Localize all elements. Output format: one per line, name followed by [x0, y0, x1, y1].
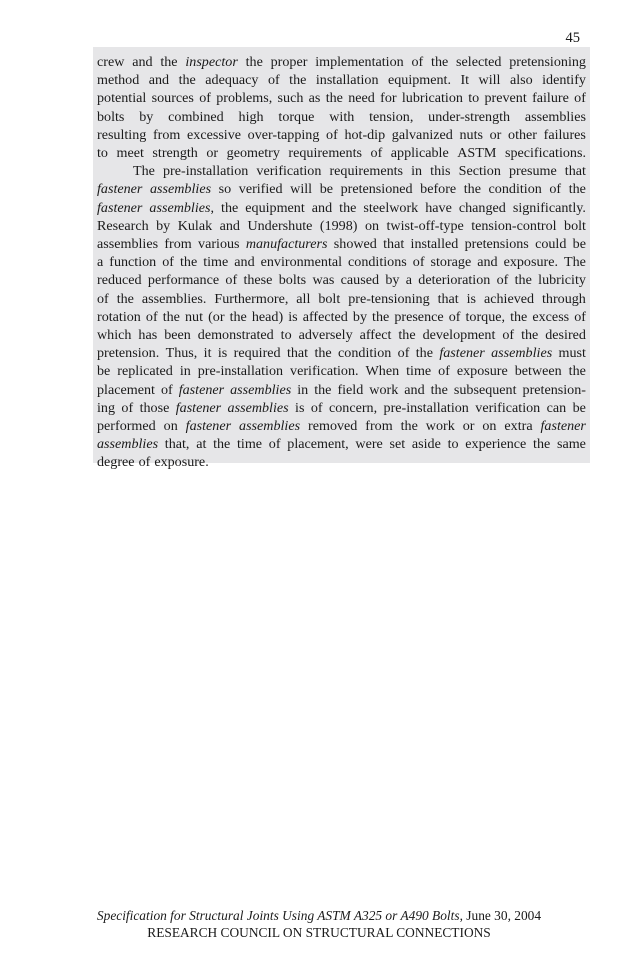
commentary-line: performed on fastener assemblies removed from the work or on extra fastener [97, 418, 586, 435]
commentary-line: The pre-installation verification requirements in this Section presume that [133, 163, 586, 180]
defined-term: fastener [97, 199, 143, 216]
commentary-line: be replicated in pre-installation verification. When time of exposure between the [97, 363, 586, 380]
defined-term: fastener [540, 418, 586, 435]
commentary-line: ing of those fastener assemblies is of concern, pre-installation verification can be [97, 399, 586, 416]
commentary-line: fastener assemblies, the equipment and the steelwork have changed significantly. [97, 199, 586, 216]
defined-term: assemblies [230, 381, 292, 398]
defined-term: inspector [185, 54, 238, 70]
commentary-line: which has been demonstrated to adversely affect the development of the desired [97, 327, 586, 344]
commentary-line: assemblies that, at the time of placement, were set aside to experience the same [97, 436, 586, 453]
footer-spec-date: , June 30, 2004 [459, 908, 542, 923]
commentary-line: resulting from excessive over-tapping of hot-dip galvanized nuts or other failures [97, 126, 586, 143]
defined-term: fastener [175, 399, 222, 416]
commentary-line: crew and the inspector the proper implementation of the selected pretensioning [97, 54, 586, 70]
footer-spec-line [0, 907, 638, 924]
commentary-line: potential sources of problems, such as the need for lubrication to prevent failure of [97, 90, 586, 107]
commentary-line: to meet strength or geometry requirements of applicable ASTM specifications. [97, 145, 586, 162]
commentary-block [93, 47, 590, 471]
commentary-line: method and the adequacy of the installation equipment. It will also identify [97, 72, 586, 89]
commentary-line: fastener assemblies so verified will be pretensioned before the condition of the [97, 181, 586, 198]
commentary-line: assemblies from various manufacturers showed that installed pretensions could be [97, 236, 586, 253]
defined-term: assemblies [97, 436, 159, 453]
defined-term: fastener [97, 181, 143, 198]
footer-council: RESEARCH COUNCIL ON STRUCTURAL CONNECTIONS [147, 925, 491, 940]
defined-term: fastener [178, 381, 225, 398]
defined-term: fastener [185, 418, 232, 435]
commentary-line: of the assemblies. Furthermore, all bolt pre-tensioning that is achieved through [97, 290, 586, 307]
defined-term: manufacturers [245, 236, 328, 253]
defined-term: assemblies [149, 181, 212, 198]
commentary-line: reduced performance of these bolts was caused by a deterioration of the lubricity [97, 272, 586, 289]
footer-spec-title: Specification for Structural Joints Using ASTM A325 or A490 Bolts [96, 908, 460, 923]
defined-term: fastener [439, 345, 485, 362]
defined-term: assemblies [239, 418, 301, 435]
defined-term: assemblies [491, 345, 553, 362]
defined-term: assemblies [149, 199, 211, 216]
commentary-line: a function of the time and environmental conditions of storage and exposure. The [97, 254, 586, 271]
commentary-line: rotation of the nut (or the head) is affected by the presence of torque, the excess of [97, 308, 586, 325]
commentary-line: placement of fastener assemblies in the field work and the subsequent pretension- [97, 381, 586, 398]
commentary-line: Research by Kulak and Undershute (1998) on twist-off-type tension-control bolt [97, 217, 586, 234]
defined-term: assemblies [227, 399, 289, 416]
page-footer [0, 907, 638, 941]
commentary-line: pretension. Thus, it is required that the condition of the fastener assemblies must [97, 345, 586, 362]
page-number: 45 [565, 30, 580, 46]
commentary-line: bolts by combined high torque with tension, under-strength assemblies [97, 108, 586, 125]
commentary-line: degree of exposure. [97, 454, 209, 471]
